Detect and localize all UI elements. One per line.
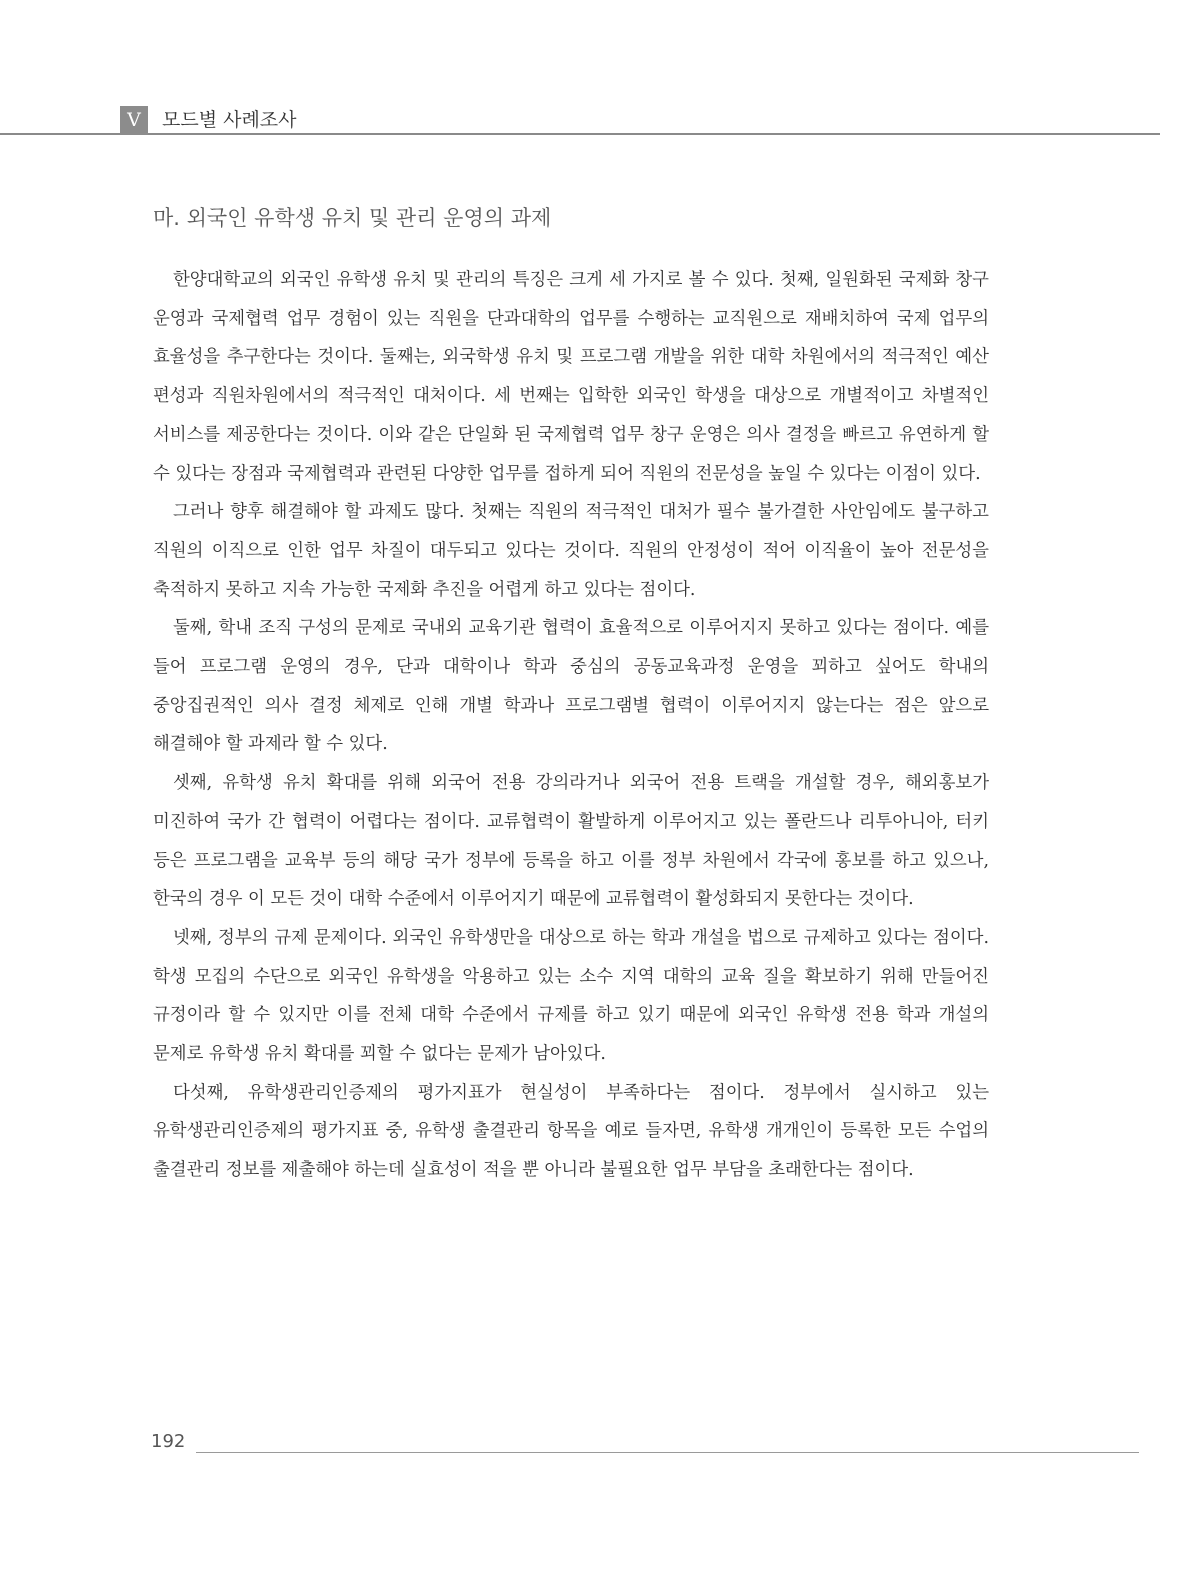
paragraph: 셋째, 유학생 유치 확대를 위해 외국어 전용 강의라거나 외국어 전용 트랙을 개설할 경우, 해외홍보가 미진하여 국가 간 협력이 어렵다는 점이다. 교류협력이 활발하게 이루어지고 있는 폴란드나 리투아니아, 터키 등은 프로그램을 교육부 등의 해당 국가 정부에 등록을 하고 이를 정부 차원에서 각국에 홍보를 하고 있으나, 한국의 경우 이 모든 것이 대학 수준에서 이루어지기 때문에 교류협력이 활성화되지 못한다는 것이다. xyxy=(153,773,989,910)
header-rule xyxy=(0,133,1160,135)
page-number: 192 xyxy=(151,1431,186,1452)
page-footer xyxy=(0,1428,1182,1458)
page-header xyxy=(0,96,1182,138)
paragraph: 다섯째, 유학생관리인증제의 평가지표가 현실성이 부족하다는 점이다. 정부에서 실시하고 있는 유학생관리인증제의 평가지표 중, 유학생 출결관리 항목을 예로 들자면, 유학생 개개인이 등록한 모든 수업의 출결관리 정보를 제출해야 하는데 실효성이 적을 뿐 아니라 불필요한 업무 부담을 초래한다는 점이다. xyxy=(153,1082,989,1181)
body-text xyxy=(153,261,989,1190)
chapter-number-badge: V xyxy=(120,106,148,135)
section-title: 마. 외국인 유학생 유치 및 관리 운영의 과제 xyxy=(153,206,552,230)
paragraph: 둘째, 학내 조직 구성의 문제로 국내외 교육기관 협력이 효율적으로 이루어지지 못하고 있다는 점이다. 예를 들어 프로그램 운영의 경우, 단과 대학이나 학과 중심의 공동교육과정 운영을 꾀하고 싶어도 학내의 중앙집권적인 의사 결정 체제로 인해 개별 학과나 프로그램별 협력이 이루어지지 않는다는 점은 앞으로 해결해야 할 과제라 할 수 있다. xyxy=(153,618,989,755)
paragraph: 넷째, 정부의 규제 문제이다. 외국인 유학생만을 대상으로 하는 학과 개설을 법으로 규제하고 있다는 점이다. 학생 모집의 수단으로 외국인 유학생을 악용하고 있는 소수 지역 대학의 교육 질을 확보하기 위해 만들어진 규정이라 할 수 있지만 이를 전체 대학 수준에서 규제를 하고 있기 때문에 외국인 유학생 전용 학과 개설의 문제로 유학생 유치 확대를 꾀할 수 없다는 문제가 남아있다. xyxy=(153,927,989,1065)
footer-rule xyxy=(196,1452,1139,1453)
chapter-title: 모드별 사례조사 xyxy=(162,109,297,131)
paragraph: 한양대학교의 외국인 유학생 유치 및 관리의 특징은 크게 세 가지로 볼 수 있다. 첫째, 일원화된 국제화 창구 운영과 국제협력 업무 경험이 있는 직원을 단과대학의 업무를 수행하는 교직원으로 재배치하여 국제 업무의 효율성을 추구한다는 것이다. 둘째는, 외국학생 유치 및 프로그램 개발을 위한 대학 차원에서의 적극적인 예산 편성과 직원차원에서의 적극적인 대처이다. 세 번째는 입학한 외국인 학생을 대상으로 개별적이고 차별적인 서비스를 제공한다는 것이다. 이와 같은 단일화 된 국제협력 업무 창구 운영은 의사 결정을 빠르고 유연하게 할 수 있다는 장점과 국제협력과 관련된 다양한 업무를 접하게 되어 직원의 전문성을 높일 수 있다는 이점이 있다. xyxy=(153,270,989,484)
paragraph: 그러나 향후 해결해야 할 과제도 많다. 첫째는 직원의 적극적인 대처가 필수 불가결한 사안임에도 불구하고 직원의 이직으로 인한 업무 차질이 대두되고 있다는 것이다. 직원의 안정성이 적어 이직율이 높아 전문성을 축적하지 못하고 지속 가능한 국제화 추진을 어렵게 하고 있다는 점이다. xyxy=(153,502,989,600)
